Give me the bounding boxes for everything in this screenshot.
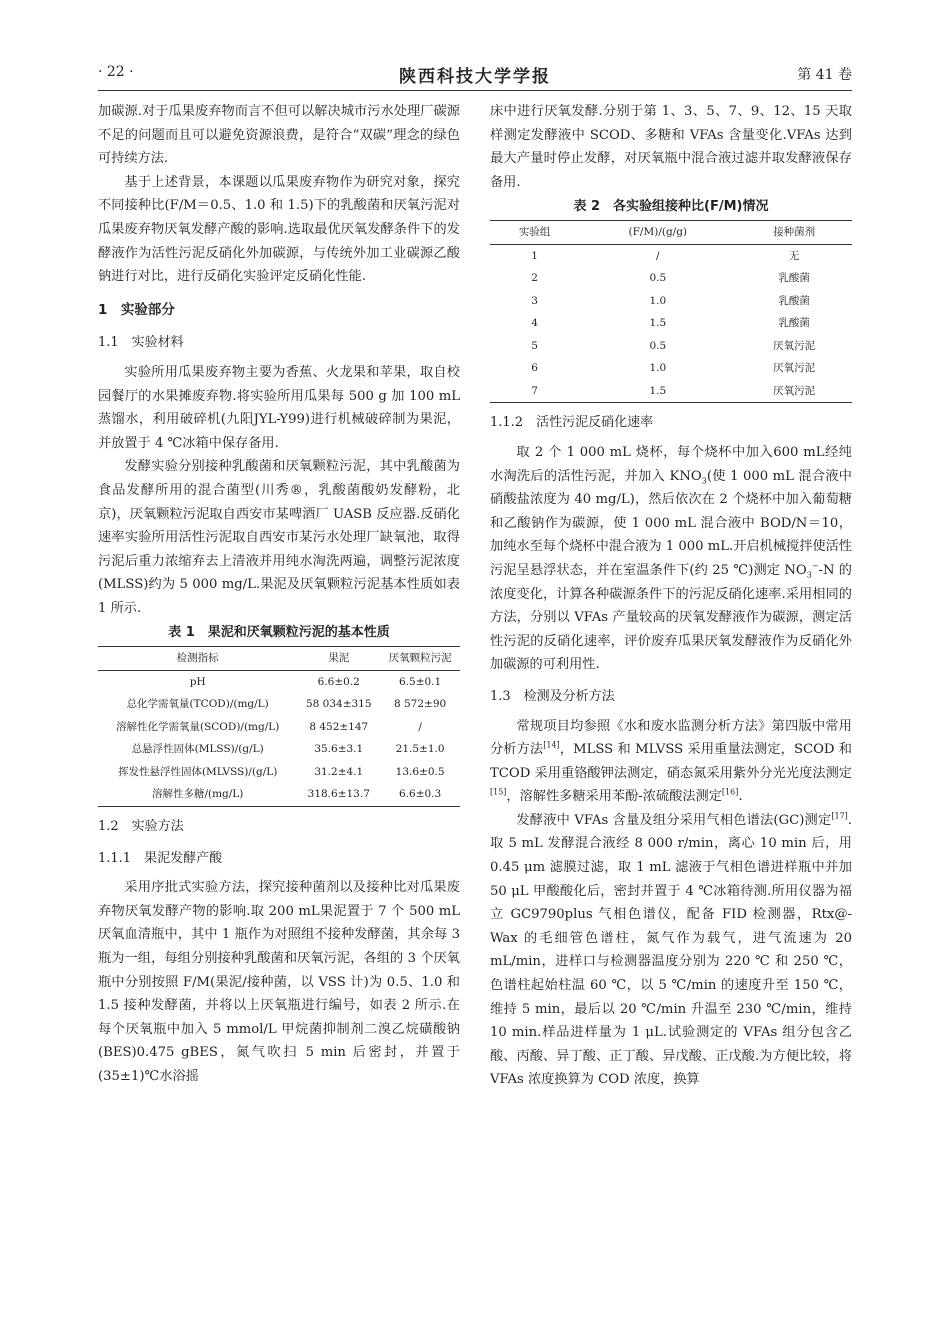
table-row	[490, 357, 852, 380]
table-cell: 13.6±0.5	[395, 765, 445, 778]
table-cell: 0.5	[649, 339, 667, 352]
table-cell: /	[656, 249, 660, 262]
superscript: −	[811, 561, 819, 571]
table-cell: pH	[189, 675, 206, 688]
table-cell: 21.5±1.0	[395, 743, 445, 756]
table-header-cell: 果泥	[297, 647, 380, 671]
right-column	[490, 100, 852, 1092]
paragraph: 发酵实验分别接种乳酸菌和厌氧颗粒污泥，其中乳酸菌为食品发酵所用的混合菌型(川秀®，乳酸菌酸奶发酵粉，北京)，厌氧颗粒污泥取自西安市某啤酒厂 UASB 反应器.反硝化速率实验所用活性污泥取自西安市某污水处理厂缺氧池，取得污泥后重力浓缩弃去上清液并用纯水淘洗两遍，调整污泥浓度(MLSS)约为 5 000 mg/L.果泥及厌氧颗粒污泥基本性质如表 1 所示.	[98, 459, 460, 616]
table-cell: 溶解性多糖/(mg/L)	[151, 788, 244, 801]
table-header-cell: 检测指标	[98, 647, 297, 671]
table-row	[98, 738, 460, 761]
citation: [17]	[831, 811, 848, 821]
table-row	[490, 312, 852, 335]
table-row	[98, 716, 460, 739]
table-header-cell: (F/M)/(g/g)	[579, 221, 736, 245]
volume-label: 第 41 卷	[797, 67, 852, 83]
table-row	[98, 761, 460, 784]
subscript: 3	[701, 476, 707, 486]
paragraph: 加碳源.对于瓜果废弃物而言不但可以解决城市污水处理厂碳源不足的问题而且可以避免资源浪费，是符合“双碳”理念的绿色可持续方法.	[98, 104, 460, 167]
text-span: .取 5 mL 发酵混合液经 8 000 r/min，离心 10 min 后，用 0.45 μm 滤膜过滤，取 1 mL 滤液于气相色谱进样瓶中并加 50 μL 甲酸酸化后，密封并置于 4 ℃冰箱待测.所用仪器为福立 GC9790plus 气相色谱仪，配备 FID 检测器，Rtx@-Wax 的毛细管色谱柱，氮气作为载气，进气流速为 20 mL/min，进样口与检测器温度分别为 220 ℃ 和 250 ℃，色谱柱起始柱温 60 ℃，以 5 ℃/min 的速度升至 150 ℃，维持 5 min，最后以 20 ℃/min 升温至 230 ℃/min，维持10 min.样品进样量为 1 μL.试验测定的 VFAs 组分包含乙酸、丙酸、异丁酸、正丁酸、异戊酸、正戊酸.为方便比较，将 VFAs 浓度换算为 COD 浓度，换算	[490, 812, 852, 1088]
table-cell: 1.5	[649, 317, 667, 330]
table-cell: 1.0	[649, 362, 667, 375]
text-span: 常规项目均参照《水和废水监测分析方法》第四版中常用分析方法	[490, 718, 852, 758]
table-cell: 厌氧污泥	[773, 339, 816, 352]
subsection-heading: 1.2 实验方法	[98, 818, 184, 834]
table-cell: 挥发性悬浮性固体(MLVSS)/(g/L)	[117, 765, 278, 778]
table-cell: 6.6±0.2	[317, 675, 360, 688]
table-cell: 318.6±13.7	[307, 788, 370, 801]
text-span: ，溶解性多糖采用苯酚-浓硫酸法测定	[506, 789, 722, 805]
table-cell: 1.0	[649, 294, 667, 307]
table-cell: 6.6±0.3	[399, 788, 442, 801]
section-heading: 1 实验部分	[98, 301, 175, 318]
header-rule	[98, 90, 852, 91]
table-1	[98, 646, 460, 807]
table-cell: /	[418, 720, 422, 733]
table-header-cell: 接种菌剂	[736, 221, 852, 245]
table-cell: 总化学需氧量(TCOD)/(mg/L)	[126, 698, 269, 711]
subsection-heading: 1.1 实验材料	[98, 335, 184, 351]
table-row	[490, 244, 852, 267]
page-number: · 22 ·	[98, 64, 134, 80]
table-cell: 4	[531, 317, 538, 330]
text-span: ，MLSS 和 MLVSS 采用重量法测定，SCOD 和 TCOD 采用重铬酸钾法测定，硝态氮采用紫外分光光度法测定	[490, 742, 852, 781]
table-header-cell: 厌氧颗粒污泥	[380, 647, 460, 671]
citation: [15]	[490, 787, 507, 797]
subsection-heading: 1.1.1 果泥发酵产酸	[98, 850, 223, 866]
paragraph	[490, 809, 852, 1092]
table-cell: 8 452±147	[309, 720, 369, 733]
subsection-heading: 1.1.2 活性污泥反硝化速率	[490, 415, 654, 431]
table-row	[98, 693, 460, 716]
text-span: -N 的浓度变化，计算各种碳源条件下的污泥反硝化速率.采用相同的方法，分别以 VFAs 产量较高的厌氧发酵液作为碳源，测定活性污泥的反硝化速率，评价废弃瓜果厌氧发酵液作为反硝化外加碳源的可利用性.	[490, 562, 852, 673]
table-cell: 厌氧污泥	[773, 384, 816, 397]
text-span: 取 2 个 1 000 mL 烧杯，每个烧杯中加入600 mL经纯水淘洗后的活性污泥，并加入 KNO	[490, 444, 852, 484]
text-span: (使 1 000 mL 混合液中硝酸盐浓度为 40 mg/L)，然后依次在 2 个烧杯中加入葡萄糖和乙酸钠作为碳源，使 1 000 mL 混合液中 BOD/N＝10，加纯水至每个烧杯中混合液为 1 000 mL.开启机械搅拌使活性污泥呈悬浮状态，并在室温条件下(约 25 ℃)测定 NO	[490, 468, 852, 578]
subsection-heading: 1.3 检测及分析方法	[490, 688, 615, 704]
table-cell: 2	[531, 272, 538, 285]
left-column	[98, 100, 460, 1089]
paragraph	[490, 715, 852, 809]
paragraph: 采用序批式实验方法，探究接种菌剂以及接种比对瓜果废弃物厌氧发酵产物的影响.取 200 mL果泥置于 7 个 500 mL 厌氧血清瓶中，其中 1 瓶作为对照组不接种发酵菌，其余每 3 瓶为一组，每组分别接种乳酸菌和厌氧污泥，各组的 3 个厌氧瓶中分别按照 F/M(果泥/接种菌，以 VSS 计)为 0.5、1.0 和 1.5 接种发酵菌，并将以上厌氧瓶进行编号，如表 2 所示.在每个厌氧瓶中加入 5 mmol/L 甲烷菌抑制剂二溴乙烷磺酸钠(BES)0.475 gBES，氮气吹扫 5 min 后密封，并置于(35±1)℃水浴摇	[98, 880, 460, 1084]
table-cell: 乳酸菌	[778, 294, 810, 307]
subscript: 3	[806, 570, 812, 580]
paragraph: 基于上述背景，本课题以瓜果废弃物作为研究对象，探究不同接种比(F/M＝0.5、1.0 和 1.5)下的乳酸菌和厌氧污泥对瓜果废弃物厌氧发酵产酸的影响.选取最优厌氧发酵条件下的发酵液作为活性污泥反硝化外加碳源，与传统外加工业碳源乙酸钠进行对比，进行反硝化实验评定反硝化性能.	[98, 174, 460, 285]
table-cell: 58 034±315	[305, 698, 372, 711]
paragraph: 实验所用瓜果废弃物主要为香蕉、火龙果和苹果，取自校园餐厅的水果摊废弃物.将实验所用瓜果每 500 g 加 100 mL 蒸馏水，利用破碎机(九阳JYL-Y99)进行机械破碎制为果泥，并放置于 4 ℃冰箱中保存备用.	[98, 364, 460, 451]
paragraph	[490, 441, 852, 677]
citation: [16]	[721, 787, 739, 797]
paragraph: 床中进行厌氧发酵.分别于第 1、3、5、7、9、12、15 天取样测定发酵液中 SCOD、多糖和 VFAs 含量变化.VFAs 达到最大产量时停止发酵，对厌氧瓶中混合液过滤并取发酵液保存备用.	[490, 104, 852, 190]
table-cell: 无	[788, 249, 800, 262]
text-span: .	[738, 789, 743, 805]
table-cell: 35.6±3.1	[314, 743, 364, 756]
table-cell: 8 572±90	[393, 698, 447, 711]
table-cell: 1	[531, 249, 538, 262]
table-cell: 溶解性化学需氧量(SCOD)/(mg/L)	[115, 720, 280, 733]
journal-title: 陕西科技大学学报	[399, 67, 551, 87]
table-cell: 7	[531, 384, 538, 397]
table-row	[490, 267, 852, 290]
table-cell: 0.5	[649, 272, 667, 285]
text-span: 发酵液中 VFAs 含量及组分采用气相色谱法(GC)测定	[516, 812, 832, 828]
table-row	[98, 670, 460, 693]
table-cell: 5	[531, 339, 538, 352]
table-cell: 厌氧污泥	[773, 362, 816, 375]
table-header-cell: 实验组	[490, 221, 579, 245]
table-cell: 总悬浮性固体(MLSS)/(g/L)	[131, 743, 264, 756]
table-row	[490, 335, 852, 358]
citation: [14]	[543, 740, 560, 750]
table-row	[490, 380, 852, 403]
table-caption: 表 2 各实验组接种比(F/M)情况	[573, 199, 769, 215]
table-cell: 乳酸菌	[778, 317, 810, 330]
table-2	[490, 220, 852, 403]
table-cell: 1.5	[649, 384, 667, 397]
table-cell: 31.2±4.1	[314, 765, 364, 778]
table-row	[490, 290, 852, 313]
table-caption: 表 1 果泥和厌氧颗粒污泥的基本性质	[168, 625, 390, 641]
table-cell: 6.5±0.1	[399, 675, 442, 688]
table-cell: 3	[531, 294, 538, 307]
table-row	[98, 783, 460, 806]
running-header	[98, 62, 852, 88]
table-cell: 6	[531, 362, 538, 375]
table-cell: 乳酸菌	[778, 272, 810, 285]
